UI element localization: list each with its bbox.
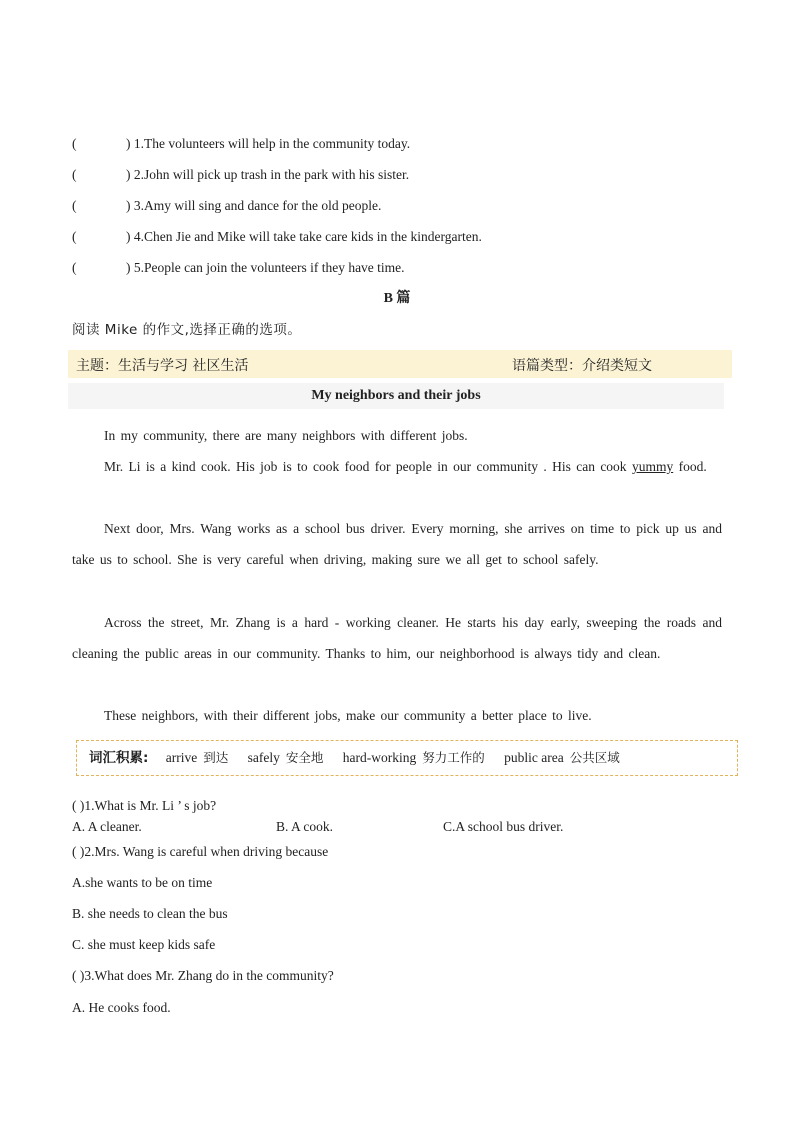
vocab-meaning: 公共区域 [569, 750, 620, 765]
vocab-meaning: 安全地 [285, 750, 324, 765]
instruction-text: 阅读 Mike 的作文,选择正确的选项。 [72, 322, 302, 338]
theme-label: 主题：生活与学习 社区生活 [76, 358, 249, 374]
article-paragraph-1: In my community, there are many neighbors with different jobs. [104, 428, 468, 443]
vocabulary-label: 词汇积累: [89, 750, 149, 766]
vocab-meaning: 到达 [203, 750, 229, 765]
question-3-stem: ( )3.What does Mr. Zhang do in the community? [72, 968, 334, 983]
statement-3: ( ) 3.Amy will sing and dance for the old people. [72, 198, 382, 213]
question-1-option-b[interactable]: B. A cook. [276, 819, 334, 834]
answer-blank[interactable]: ( [72, 167, 77, 182]
answer-blank[interactable]: ( [72, 260, 77, 275]
vocabulary-box [76, 740, 738, 776]
statement-2: ( ) 2.John will pick up trash in the park with his sister. [72, 167, 410, 182]
underlined-word: yummy [631, 459, 674, 474]
statement-text: 2.John will pick up trash in the park with his sister. [133, 167, 410, 182]
article-title: My neighbors and their jobs [68, 383, 724, 409]
answer-blank[interactable]: ( [72, 198, 77, 213]
question-2-option-c[interactable]: C. she must keep kids safe [72, 937, 216, 952]
question-1-stem: ( )1.What is Mr. Li ’ s job? [72, 798, 217, 813]
vocab-term: hard-working [342, 750, 417, 765]
statement-5: ( ) 5.People can join the volunteers if they have time. [72, 260, 405, 275]
question-3-option-a[interactable]: A. He cooks food. [72, 1000, 171, 1015]
question-1-option-c[interactable]: C.A school bus driver. [443, 819, 564, 834]
statement-text: 3.Amy will sing and dance for the old people. [133, 198, 382, 213]
question-1-option-a[interactable]: A. A cleaner. [72, 819, 142, 834]
theme-bar [68, 350, 732, 378]
article-paragraph-4: Across the street, Mr. Zhang is a hard - working cleaner. He starts his day early, sweeping the roads and cleaning the public areas in our community. Thanks to him, our neighborhood is always tidy and clean. [72, 615, 722, 661]
vocab-term: public area [504, 750, 564, 765]
vocab-meaning: 努力工作的 [422, 750, 485, 765]
answer-blank[interactable]: ( [72, 136, 77, 151]
article-paragraph-2: Mr. Li is a kind cook. His job is to cook food for people in our community . His can cook yummy food. [104, 459, 707, 474]
article-paragraph-5: These neighbors, with their different jobs, make our community a better place to live. [104, 708, 592, 723]
vocab-term: arrive [165, 750, 198, 765]
statement-1: ( ) 1.The volunteers will help in the community today. [72, 136, 411, 151]
statement-text: 1.The volunteers will help in the community today. [133, 136, 411, 151]
statement-text: 4.Chen Jie and Mike will take take care kids in the kindergarten. [133, 229, 482, 244]
text-type-label: 语篇类型：介绍类短文 [512, 358, 652, 374]
question-2-option-b[interactable]: B. she needs to clean the bus [72, 906, 228, 921]
question-2-stem: ( )2.Mrs. Wang is careful when driving because [72, 844, 329, 859]
statement-text: 5.People can join the volunteers if they have time. [133, 260, 405, 275]
vocab-term: safely [247, 750, 280, 765]
answer-blank[interactable]: ( [72, 229, 77, 244]
article-paragraph-3: Next door, Mrs. Wang works as a school bus driver. Every morning, she arrives on time to pick up us and take us to school. She is very careful when driving, making sure we all get to school safely. [72, 521, 722, 567]
question-2-option-a[interactable]: A.she wants to be on time [72, 875, 213, 890]
statement-4: ( ) 4.Chen Jie and Mike will take take care kids in the kindergarten. [72, 229, 482, 244]
section-title: B 篇 [383, 291, 411, 306]
